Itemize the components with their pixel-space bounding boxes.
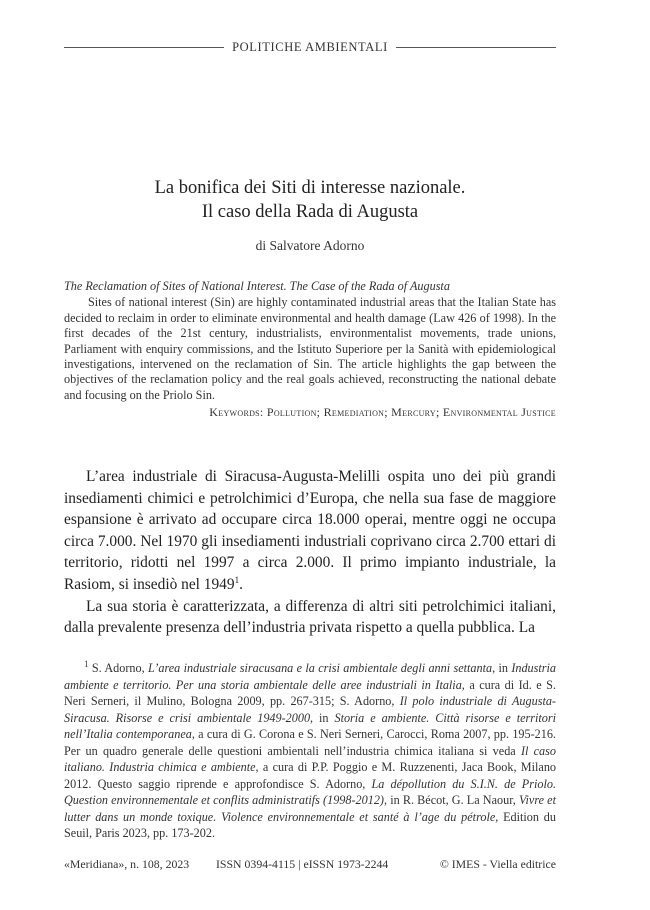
footnote-part: , a cura di Id. e S. Neri Serneri, il Mulino, Bologna 2009, pp. 267-315; S. Adorno, <box>64 677 556 708</box>
cited-title: La dépollution du S.I.N. de Priolo. Question environnementale et conflits administratifs (1998-2012) <box>64 776 556 807</box>
header-rule-left <box>64 47 224 48</box>
footnote-part: , in R. Bécot, G. La Naour, <box>383 793 519 807</box>
running-header <box>64 40 556 55</box>
cited-title: Vivre et lutter dans un monde toxique. Violence environnementale et santé à l’age du pétrole <box>64 793 556 824</box>
footnote-part: , in <box>310 710 335 725</box>
publisher: © IMES - Viella editrice <box>439 857 556 871</box>
footnote-part: S. Adorno, <box>88 661 148 675</box>
title-block <box>64 176 556 254</box>
footnote-part: , a cura di P.P. Poggio e M. Ruzzenenti, Jaca Book, Milano 2012. Questo saggio riprende e approfondisce S. Adorno, <box>64 760 557 791</box>
issn: ISSN 0394-4115 | eISSN 1973-2244 <box>216 857 389 871</box>
paragraph-1-end: . <box>239 575 243 593</box>
paragraph-1 <box>64 466 556 596</box>
cited-title: Industria ambiente e territorio. Per una storia ambientale delle aree industriali in Italia <box>64 661 557 692</box>
footnote-1 <box>64 660 556 842</box>
footnote-part: , Edition du Seuil, Paris 2023, pp. 173-202. <box>64 809 556 840</box>
section-label: POLITICHE AMBIENTALI <box>232 40 388 54</box>
cited-title: L’area industriale siracusana e la crisi ambientale degli anni settanta <box>148 661 493 675</box>
article-title-line-1: La bonifica dei Siti di interesse nazionale. <box>154 178 466 198</box>
abstract <box>64 279 556 421</box>
paragraph-1-text: L’area industriale di Siracusa-Augusta-Melilli ospita uno dei più grandi insediamenti chimici e petrolchimici d’Europa, che nella sua fase de maggiore espansione è arrivato ad occupare circa 18.000 operai, mentre oggi ne occupa circa 7.000. Nel 1970 gli insediamenti industriali coprivano circa 2.700 ettari di territorio, ridotti nel 1997 a circa 2.000. Il primo impianto industriale, la Rasiom, si insediò nel 1949 <box>64 468 556 593</box>
footnote-number: 1 <box>84 658 89 669</box>
footnote-part: , in <box>492 661 512 675</box>
cited-title: Il polo industriale di Augusta-Siracusa. Risorse e crisi ambientale 1949-2000 <box>64 694 556 725</box>
english-title: The Reclamation of Sites of National Interest. The Case of the Rada of Augusta <box>64 279 450 293</box>
author-byline: di Salvatore Adorno <box>255 238 365 253</box>
article-title-line-2: Il caso della Rada di Augusta <box>201 202 419 222</box>
footnote-text <box>64 660 556 842</box>
keywords-line <box>64 405 556 420</box>
cited-title: Storia e ambiente. Città risorse e territori nell’Italia contemporanea <box>64 710 556 741</box>
abstract-text: Sites of national interest (Sin) are highly contaminated industrial areas that the Italian State has decided to reclaim in order to eliminate environmental and health damage (Law 426 of 1998). In the first decades of the 21st century, industrialists, environmentalist movements, trade unions, Parliament with enquiry commissions, and the Istituto Superiore per la Sanità with epidemiological investigations, intervened on the reclamation of Sin. The article highlights the gap between the objectives of the reclamation policy and the real goals achieved, reconstructing the national debate and focusing on the Priolo Sin. <box>64 295 556 402</box>
journal-citation: «Meridiana», n. 108, 2023 <box>64 857 190 871</box>
paragraph-2: La sua storia è caratterizzata, a differenza di altri siti petrolchimici italiani, dalla prevalente presenza dell’industria privata rispetto a quella pubblica. La <box>64 597 556 637</box>
keywords-list: Pollution; Remediation; Mercury; Environmental Justice <box>266 405 556 420</box>
cited-title: Il caso italiano. Industria chimica e ambiente <box>64 743 556 774</box>
keywords-label: Keywords: <box>209 405 264 420</box>
main-text <box>64 466 556 639</box>
header-rule-right <box>396 47 556 48</box>
footnote-ref-1[interactable]: 1 <box>234 574 240 585</box>
footnote-part: , a cura di G. Corona e S. Neri Serneri, Carocci, Roma 2007, pp. 195-216. Per un quadro generale delle questioni ambientali nell’industria chimica italiana si veda <box>64 727 556 758</box>
